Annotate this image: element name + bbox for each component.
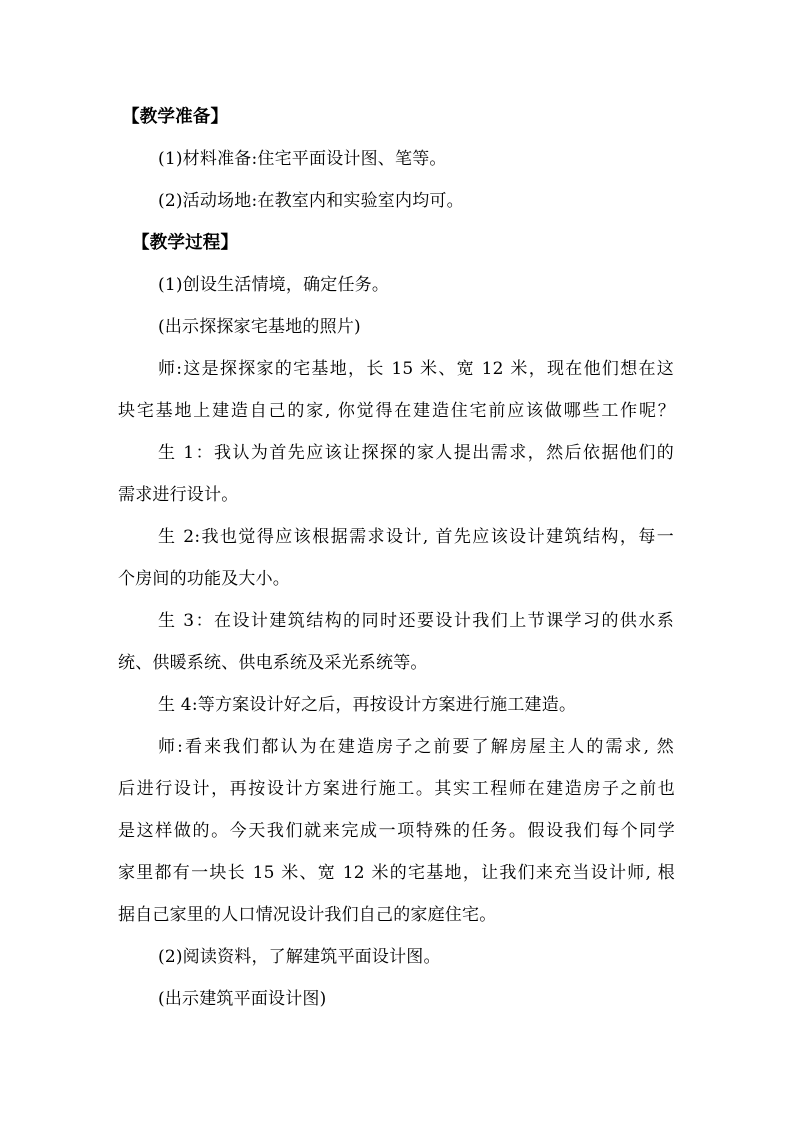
prep-item-materials: (1)材料准备:住宅平面设计图、笔等。 bbox=[158, 149, 447, 169]
paragraph-line: 个房间的功能及大小。 bbox=[118, 569, 290, 589]
paragraph-line: 后进行设计，再按设计方案进行施工。其实工程师在建造房子之前也 bbox=[118, 779, 675, 799]
heading-teaching-preparation: 【教学准备】 bbox=[122, 107, 229, 127]
paragraph-line: 师:这是探探家的宅基地，长 15 米、宽 12 米，现在他们想在这 bbox=[158, 359, 674, 379]
paragraph-line: 据自己家里的人口情况设计我们自己的家庭住宅。 bbox=[118, 905, 497, 925]
paragraph-line: (2)阅读资料，了解建筑平面设计图。 bbox=[158, 947, 441, 967]
paragraph-line: (1)创设生活情境，确定任务。 bbox=[158, 275, 390, 295]
heading-teaching-process: 【教学过程】 bbox=[132, 233, 239, 253]
paragraph-line: 生 3：在设计建筑结构的同时还要设计我们上节课学习的供水系 bbox=[158, 611, 674, 631]
paragraph-line: 是这样做的。今天我们就来完成一项特殊的任务。假设我们每个同学 bbox=[118, 821, 675, 841]
paragraph-line: 需求进行设计。 bbox=[118, 485, 239, 505]
paragraph-line: 块宅基地上建造自己的家, 你觉得在建造住宅前应该做哪些工作呢？ bbox=[118, 401, 675, 421]
paragraph-line: (出示建筑平面设计图) bbox=[158, 989, 327, 1009]
paragraph-line: 家里都有一块长 15 米、宽 12 米的宅基地，让我们来充当设计师, 根 bbox=[118, 863, 675, 883]
paragraph-line: 生 1：我认为首先应该让探探的家人提出需求，然后依据他们的 bbox=[158, 443, 674, 463]
paragraph-line: (出示探探家宅基地的照片) bbox=[158, 317, 361, 337]
paragraph-line: 生 2:我也觉得应该根据需求设计, 首先应该设计建筑结构，每一 bbox=[158, 527, 674, 547]
paragraph-line: 师:看来我们都认为在建造房子之前要了解房屋主人的需求, 然 bbox=[158, 737, 674, 757]
paragraph-line: 统、供暖系统、供电系统及采光系统等。 bbox=[118, 653, 428, 673]
paragraph-line: 生 4:等方案设计好之后，再按设计方案进行施工建造。 bbox=[158, 695, 577, 715]
prep-item-venue: (2)活动场地:在教室内和实验室内均可。 bbox=[158, 191, 464, 211]
